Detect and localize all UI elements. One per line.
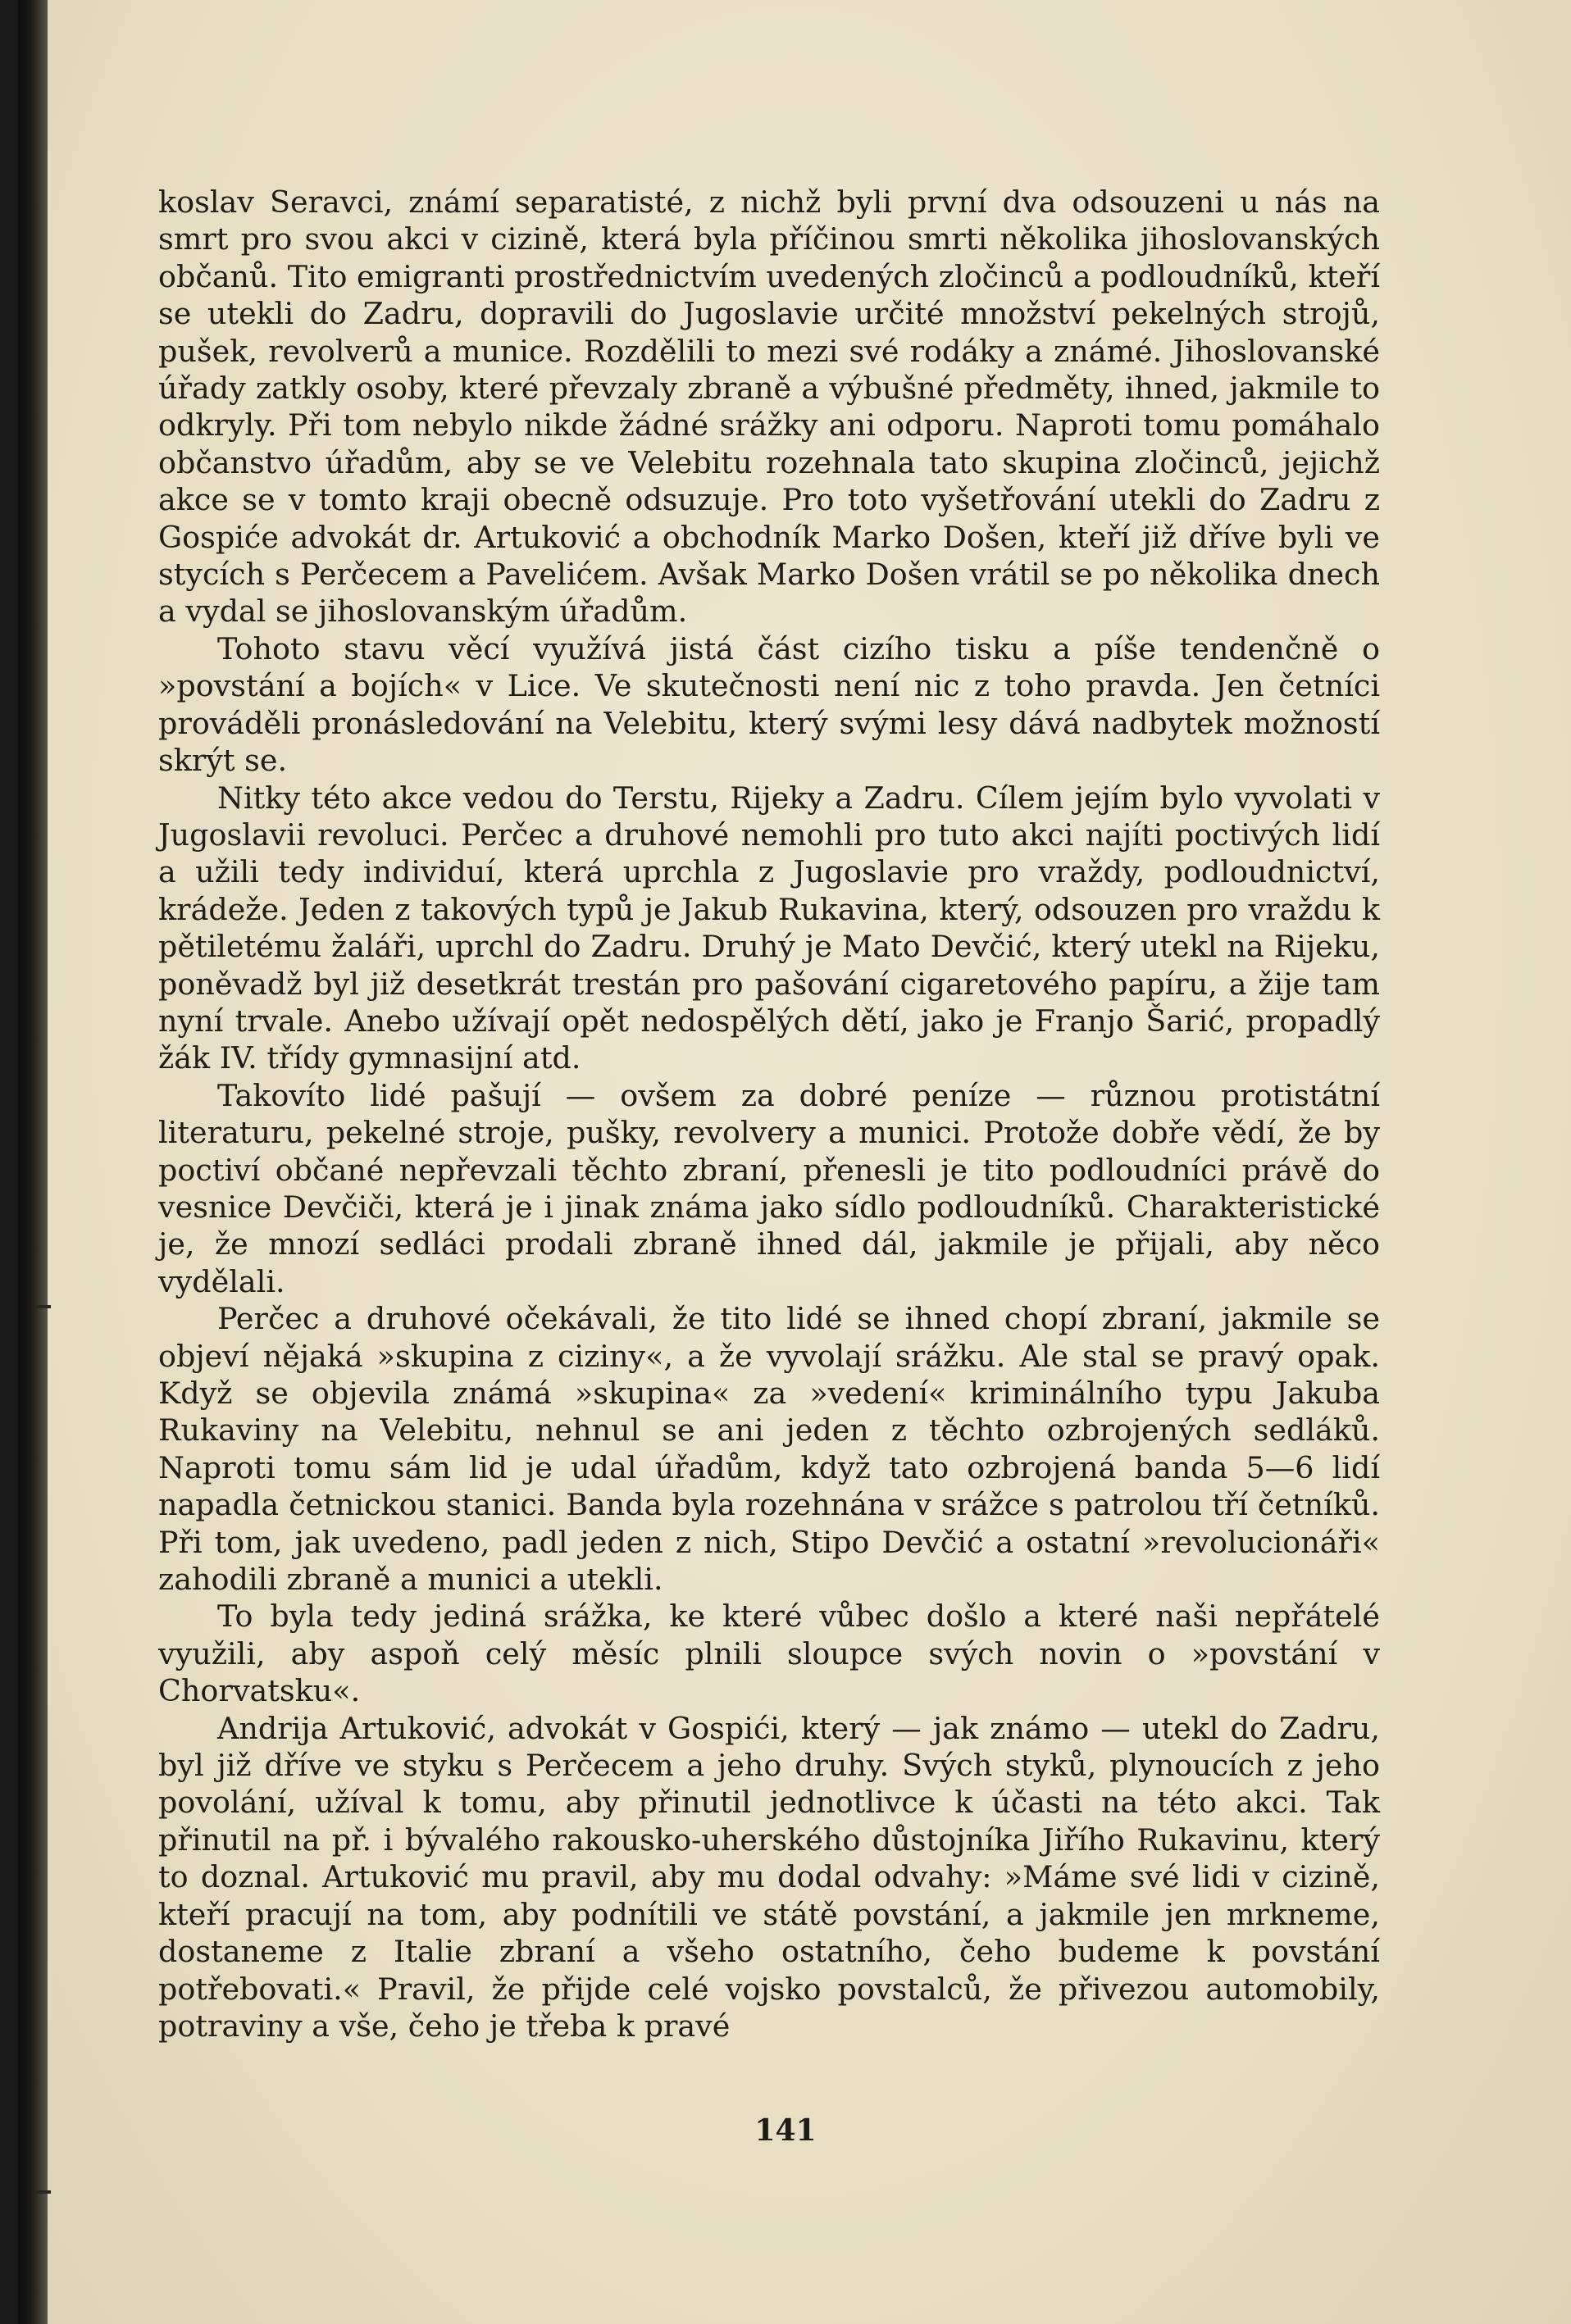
paragraph: To byla tedy jediná srážka, ke které vůbec došlo a které naši nepřátelé využili, aby aspoň celý měsíc plnili sloupce svých novin o »povstání v Chorvatsku«. — [158, 1599, 1380, 1709]
paragraph: Nitky této akce vedou do Terstu, Rijeky a Zadru. Cílem jejím bylo vyvolati v Jugoslavii revoluci. Perčec a druhové nemohli pro tuto akci najíti poctivých lidí a užili tedy individuí, která uprchla z Jugoslavie pro vraždy, podloudnictví, krádeže. Jeden z takových typů je Jakub Rukavina, který, odsouzen pro vraždu k pětiletému žaláři, uprchl do Zadru. Druhý je Mato Devčić, který utekl na Rijeku, poněvadž byl již desetkrát trestán pro pašování cigaretového papíru, a žije tam nyní trvale. Anebo užívají opět nedospělých dětí, jako je Franjo Šarić, propadlý žák IV. třídy gymnasijní atd. — [158, 780, 1380, 1076]
paragraph: Tohoto stavu věcí využívá jistá část cizího tisku a píše tendenčně o »povstání a bojích« v Lice. Ve skutečnosti není nic z toho pravda. Jen četníci prováděli pronásledování na Velebitu, který svými lesy dává nadbytek možností skrýt se. — [158, 630, 1380, 779]
spine-mark — [36, 2190, 51, 2194]
spine-mark — [36, 1305, 51, 1308]
paragraph: Takovíto lidé pašují — ovšem za dobré peníze — různou protistátní literaturu, pekelné stroje, pušky, revolvery a munici. Protože dobře vědí, že by poctiví občané nepřevzali těchto zbraní, přenesli je tito podloudníci právě do vesnice Devčiči, která je i jinak známa jako sídlo podloudníků. Charakteristické je, že mnozí sedláci prodali zbraně ihned dál, jakmile je přijali, aby něco vydělali. — [158, 1077, 1380, 1299]
book-spine-edge — [18, 0, 48, 2324]
body-text — [158, 184, 1380, 2044]
paragraph: koslav Seravci, známí separatisté, z nichž byli první dva odsouzeni u nás na smrt pro svou akci v cizině, která byla příčinou smrti několika jihoslovanských občanů. Tito emigranti prostřednictvím uvedených zločinců a podloudníků, kteří se utekli do Zadru, dopravili do Jugoslavie určité množství pekelných strojů, pušek, revolverů a munice. Rozdělili to mezi své rodáky a známé. Jihoslovanské úřady zatkly osoby, které převzaly zbraně a výbušné předměty, ihned, jakmile to odkryly. Při tom nebylo nikde žádné srážky ani odporu. Naproti tomu pomáhalo občanstvo úřadům, aby se ve Velebitu rozehnala tato skupina zločinců, jejichž akce se v tomto kraji obecně odsuzuje. Pro toto vyšetřování utekli do Zadru z Gospiće advokát dr. Artuković a obchodník Marko Došen, kteří již dříve byli ve stycích s Perčecem a Pavelićem. Avšak Marko Došen vrátil se po několika dnech a vydal se jihoslovanským úřadům. — [158, 184, 1380, 630]
paragraph: Andrija Artuković, advokát v Gospići, který — jak známo — utekl do Zadru, byl již dříve ve styku s Perčecem a jeho druhy. Svých styků, plynoucích z jeho povolání, užíval k tomu, aby přinutil jednotlivce k účasti na této akci. Tak přinutil na př. i bývalého rakousko-uherského důstojníka Jiřího Rukavinu, který to doznal. Artuković mu pravil, aby mu dodal odvahy: »Máme své lidi v cizině, kteří pracují na tom, aby podnítili ve státě povstání, a jakmile jen mrkneme, dostaneme z Italie zbraní a všeho ostatního, čeho budeme k povstání potřebovati.« Pravil, že přijde celé vojsko povstalců, že přivezou automobily, potraviny a vše, čeho je třeba k pravé — [158, 1710, 1380, 2044]
paragraph: Perčec a druhové očekávali, že tito lidé se ihned chopí zbraní, jakmile se objeví nějaká »skupina z ciziny«, a že vyvolají srážku. Ale stal se pravý opak. Když se objevila známá »skupina« za »vedení« kriminálního typu Jakuba Rukaviny na Velebitu, nehnul se ani jeden z těchto ozbrojených sedláků. Naproti tomu sám lid je udal úřadům, když tato ozbrojená banda 5—6 lidí napadla četnickou stanici. Banda byla rozehnána v srážce s patrolou tří četníků. Při tom, jak uvedeno, padl jeden z nich, Stipo Devčić a ostatní »revolucionáři« zahodili zbraně a munici a utekli. — [158, 1301, 1380, 1598]
page-number: 141 — [754, 2113, 817, 2148]
